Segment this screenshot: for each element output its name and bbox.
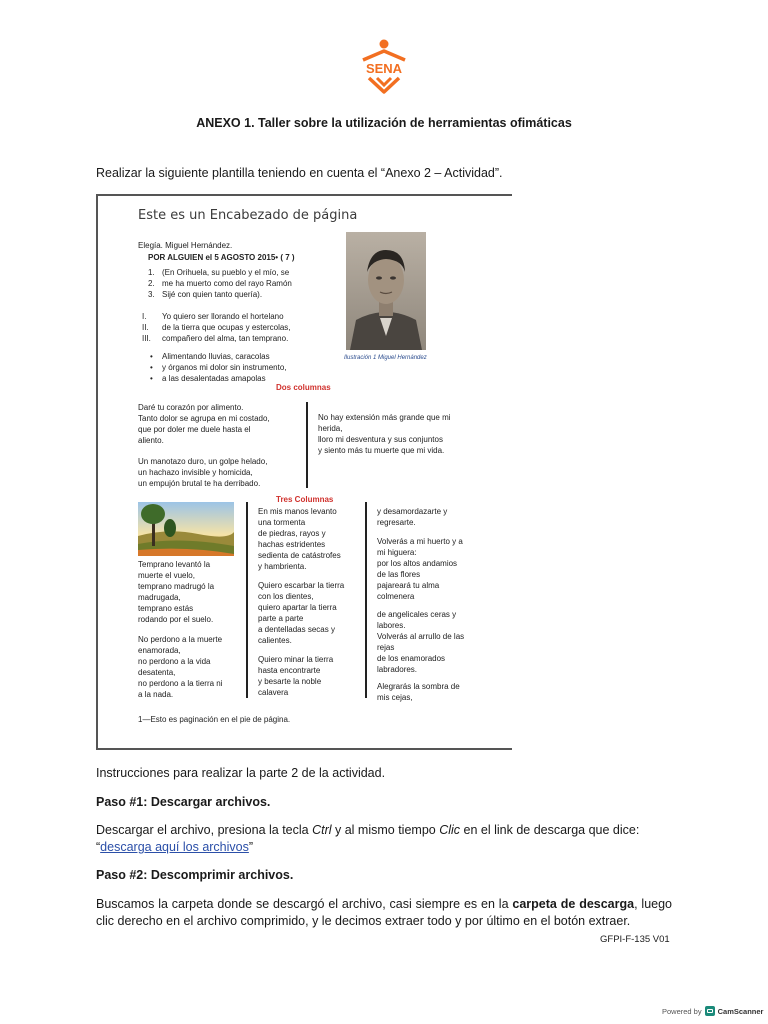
tc2-line: hasta encontrarte xyxy=(258,666,321,675)
bullet-icon: • xyxy=(150,374,153,383)
tc3-line: regresarte. xyxy=(377,518,416,527)
powered-by-text: Powered by xyxy=(662,1006,702,1016)
numbered-num: 3. xyxy=(148,290,155,299)
tc3-line: rejas xyxy=(377,643,395,652)
page-header-text: Este es un Encabezado de página xyxy=(138,208,358,223)
step1-text xyxy=(96,822,672,856)
tc1-line: Temprano levantó la xyxy=(138,560,211,569)
document-code: GFPI-F-135 V01 xyxy=(600,934,670,945)
tc3-line: Volverás al arrullo de las xyxy=(377,632,465,641)
tc2-line: sedienta de catástrofes xyxy=(258,551,341,560)
col-right-line: lloro mi desventura y sus conjuntos xyxy=(318,435,443,444)
step2-text-a: Buscamos la carpeta donde se descargó el archivo, casi siempre es en la xyxy=(96,897,513,911)
tc1-line: temprano estás xyxy=(138,604,194,613)
tc1-line: desatenta, xyxy=(138,668,176,677)
roman-item: compañero del alma, tan temprano. xyxy=(162,334,289,343)
step2-text-b: , luego clic derecho en el archivo comprimido, y le decimos extraer todo y por último en el botón extraer. xyxy=(96,897,673,928)
col-right-line: y siento más tu muerte que mi vida. xyxy=(318,446,445,455)
column-divider xyxy=(306,402,308,488)
elegy-line: Elegía. Miguel Hernández. xyxy=(138,241,233,250)
document-title: ANEXO 1. Taller sobre la utilización de herramientas ofimáticas xyxy=(196,116,572,130)
sena-logo xyxy=(355,38,413,94)
tc3-line: labradores. xyxy=(377,665,418,674)
numbered-num: 1. xyxy=(148,268,155,277)
column-divider xyxy=(365,502,367,698)
numbered-item: me ha muerto como del rayo Ramón xyxy=(162,279,292,288)
page-footer-text: 1—Esto es paginación en el pie de página. xyxy=(138,715,291,724)
tc3-line: pajareará tu alma xyxy=(377,581,440,590)
tc3-line: mi higuera: xyxy=(377,548,417,557)
bullet-item: Alimentando lluvias, caracolas xyxy=(162,352,270,361)
instructions-heading: Instrucciones para realizar la parte 2 de la actividad. xyxy=(96,766,386,780)
tc1-line: muerte el vuelo, xyxy=(138,571,195,580)
numbered-item: (En Orihuela, su pueblo y el mío, se xyxy=(162,268,290,277)
col-left-line: Daré tu corazón por alimento. xyxy=(138,403,244,412)
col-left-line: aliento. xyxy=(138,436,164,445)
landscape-image xyxy=(138,502,234,556)
tc2-line: con los dientes, xyxy=(258,592,314,601)
intro-text: Realizar la siguiente plantilla teniendo en cuenta el “Anexo 2 – Actividad”. xyxy=(96,166,503,180)
bullet-item: y órganos mi dolor sin instrumento, xyxy=(162,363,287,372)
tc3-line: mis cejas, xyxy=(377,693,413,702)
col-left-line: un empujón brutal te ha derribado. xyxy=(138,479,261,488)
tc2-line: En mis manos levanto xyxy=(258,507,337,516)
column-divider xyxy=(246,502,248,698)
bullet-item: a las desalentadas amapolas xyxy=(162,374,266,383)
tc3-line: por los altos andamios xyxy=(377,559,458,568)
col-left-line: Tanto dolor se agrupa en mi costado, xyxy=(138,414,270,423)
tc1-line: enamorada, xyxy=(138,646,181,655)
image-caption: Ilustración 1 Miguel Hernández xyxy=(344,355,427,361)
bullet-icon: • xyxy=(150,352,153,361)
byline: POR ALGUIEN el 5 AGOSTO 2015• ( 7 ) xyxy=(148,253,295,262)
tc1-line: No perdono a la muerte xyxy=(138,635,223,644)
step2-text xyxy=(96,896,672,930)
tc2-line: calavera xyxy=(258,688,289,697)
tc3-line: de los enamorados xyxy=(377,654,446,663)
tc1-line: madrugada, xyxy=(138,593,181,602)
tc3-line: de las flores xyxy=(377,570,421,579)
roman-num: II. xyxy=(142,323,149,332)
tc3-line: labores. xyxy=(377,621,406,630)
tc1-line: a la nada. xyxy=(138,690,174,699)
tc3-line: colmenera xyxy=(377,592,415,601)
roman-num: I. xyxy=(142,312,147,321)
clic-key: Clic xyxy=(439,823,461,837)
ctrl-key: Ctrl xyxy=(312,823,332,837)
roman-item: de la tierra que ocupas y estercolas, xyxy=(162,323,291,332)
numbered-item: Sijé con quien tanto quería). xyxy=(162,290,263,299)
col-right-line: herida, xyxy=(318,424,343,433)
tc3-line: Volverás a mi huerto y a xyxy=(377,537,463,546)
step1-title: Paso #1: Descargar archivos. xyxy=(96,795,271,809)
tc3-line: Alegrarás la sombra de xyxy=(377,682,460,691)
tc3-line: de angelicales ceras y xyxy=(377,610,457,619)
step1-text-c: en el link de descarga que dice: “ xyxy=(96,823,640,854)
step1-text-b: y al mismo tiempo xyxy=(331,823,440,837)
col-left-line: un hachazo invisible y homicida, xyxy=(138,468,253,477)
download-link[interactable]: descarga aquí los archivos xyxy=(100,840,249,854)
logo-text: SENA xyxy=(365,61,403,76)
step1-text-a: Descargar el archivo, presiona la tecla xyxy=(96,823,313,837)
col-left-line: que por doler me duele hasta el xyxy=(138,425,251,434)
tc2-line: quiero apartar la tierra xyxy=(258,603,337,612)
download-folder: carpeta de descarga xyxy=(512,897,635,911)
tc1-line: temprano madrugó la xyxy=(138,582,215,591)
template-preview xyxy=(96,194,512,750)
tc2-line: parte a parte xyxy=(258,614,304,623)
tc2-line: calientes. xyxy=(258,636,292,645)
tc2-line: Quiero minar la tierra xyxy=(258,655,334,664)
tc1-line: no perdono a la tierra ni xyxy=(138,679,223,688)
portrait-image xyxy=(346,232,426,350)
step2-title: Paso #2: Descomprimir archivos. xyxy=(96,868,294,882)
two-columns-title: Dos columnas xyxy=(276,383,331,392)
tc1-line: rodando por el suelo. xyxy=(138,615,214,624)
tc2-line: a dentelladas secas y xyxy=(258,625,335,634)
three-columns-title: Tres Columnas xyxy=(276,495,334,504)
roman-num: III. xyxy=(142,334,151,343)
tc2-line: y besarte la noble xyxy=(258,677,322,686)
camscanner-icon xyxy=(705,1006,715,1016)
col-right-line: No hay extensión más grande que mi xyxy=(318,413,451,422)
camscanner-watermark xyxy=(662,1006,763,1016)
tc2-line: una tormenta xyxy=(258,518,306,527)
roman-item: Yo quiero ser llorando el hortelano xyxy=(162,312,284,321)
numbered-num: 2. xyxy=(148,279,155,288)
tc2-line: hachas estridentes xyxy=(258,540,326,549)
tc1-line: no perdono a la vida xyxy=(138,657,211,666)
camscanner-name: CamScanner xyxy=(717,1006,764,1016)
tc2-line: Quiero escarbar la tierra xyxy=(258,581,345,590)
tc2-line: de piedras, rayos y xyxy=(258,529,326,538)
step1-text-d: ” xyxy=(248,840,254,854)
tc2-line: y hambrienta. xyxy=(258,562,307,571)
tc3-line: y desamordazarte y xyxy=(377,507,448,516)
bullet-icon: • xyxy=(150,363,153,372)
col-left-line: Un manotazo duro, un golpe helado, xyxy=(138,457,268,466)
